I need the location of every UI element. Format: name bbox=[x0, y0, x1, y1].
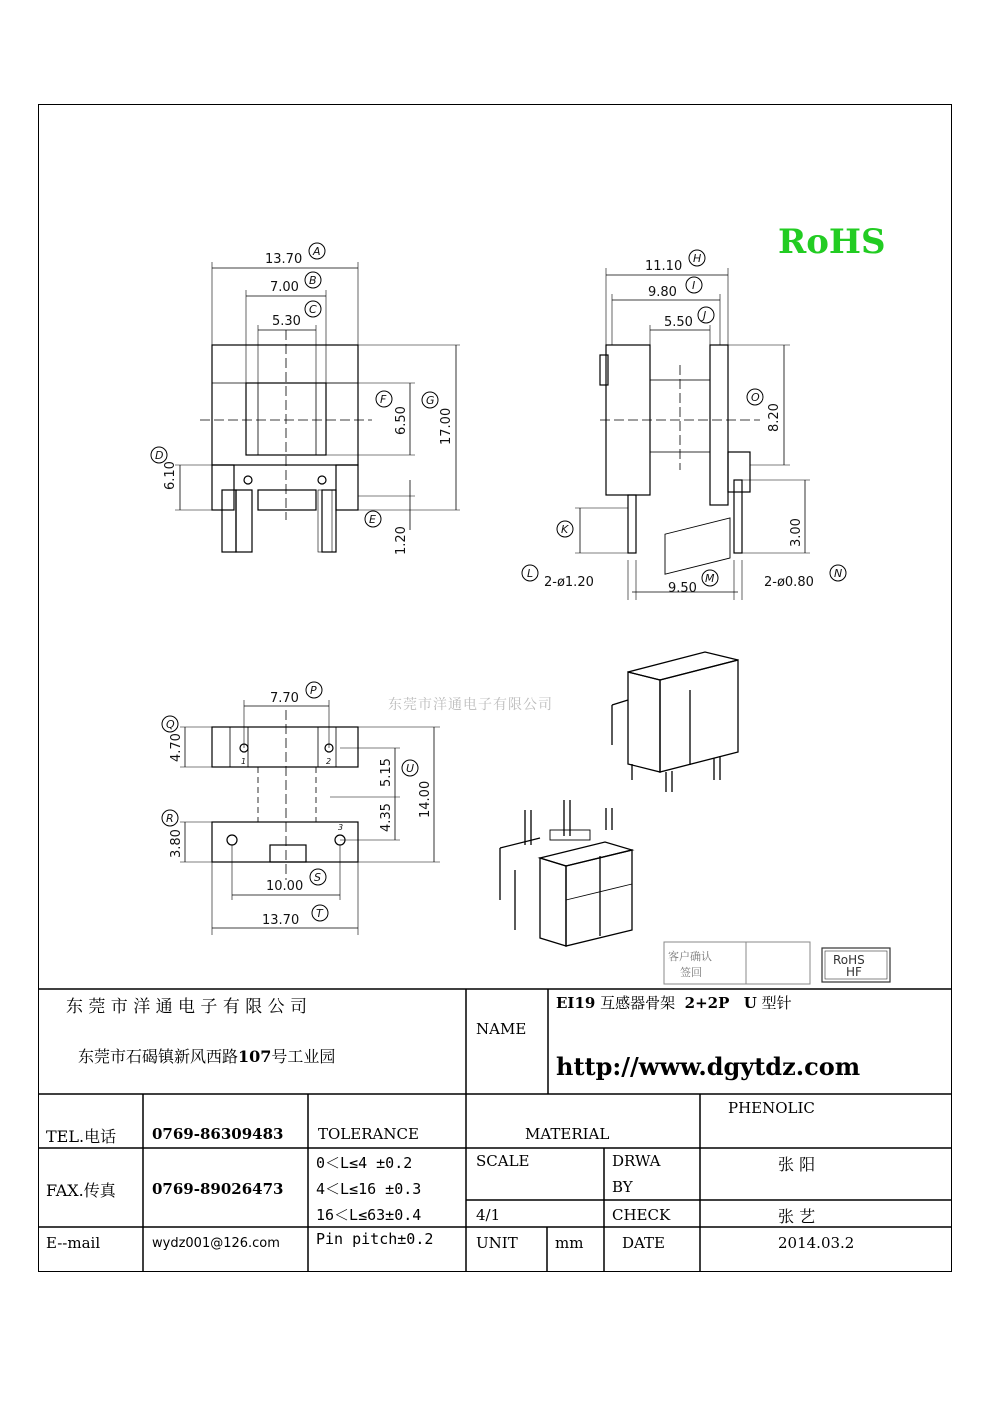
dim-H: 11.10 bbox=[645, 259, 683, 274]
callout-J: J bbox=[703, 309, 707, 322]
callout-E: E bbox=[369, 513, 376, 526]
product-type: 型针 bbox=[761, 994, 792, 1012]
callout-K: K bbox=[561, 523, 569, 536]
callout-M: M bbox=[705, 572, 715, 585]
stamp-rohs: RoHS bbox=[833, 953, 865, 967]
dim-O: 8.20 bbox=[767, 403, 782, 432]
address-prefix: 东莞市石碣镇新风西路 bbox=[78, 1047, 239, 1066]
dim-P: 7.70 bbox=[270, 691, 299, 706]
dim-G: 17.00 bbox=[439, 407, 454, 445]
callout-H: H bbox=[693, 252, 702, 265]
name-label: NAME bbox=[476, 1020, 527, 1038]
callout-D: D bbox=[155, 449, 164, 462]
callout-T: T bbox=[316, 907, 323, 920]
stamp-hf: HF bbox=[846, 965, 862, 979]
callout-I: I bbox=[692, 279, 696, 292]
callout-G: G bbox=[426, 394, 435, 407]
pin-2: 2 bbox=[326, 757, 332, 766]
product-model: EI19 bbox=[556, 994, 596, 1012]
fax-label: FAX.传真 bbox=[46, 1181, 116, 1200]
callout-S: S bbox=[314, 871, 321, 884]
callout-F: F bbox=[380, 393, 387, 406]
dim-U3: 14.00 bbox=[418, 780, 433, 818]
dim-L: 2-ø1.20 bbox=[544, 575, 594, 590]
dim-R: 3.80 bbox=[169, 829, 184, 858]
callout-Q: Q bbox=[166, 718, 175, 731]
scale-value: 4/1 bbox=[476, 1206, 501, 1224]
dim-C: 5.30 bbox=[272, 314, 301, 329]
dim-I: 9.80 bbox=[648, 285, 677, 300]
dim-O2: 3.00 bbox=[789, 518, 804, 547]
tolerance-label: TOLERANCE bbox=[318, 1125, 419, 1143]
product-u: U bbox=[743, 994, 757, 1012]
product-pins: 2+2P bbox=[684, 994, 730, 1012]
callout-N: N bbox=[834, 567, 843, 580]
callout-C: C bbox=[309, 303, 317, 316]
dim-D: 6.10 bbox=[163, 461, 178, 490]
drawn-by-value: 张 阳 bbox=[778, 1155, 816, 1174]
tolerance-row-4: Pin pitch±0.2 bbox=[316, 1230, 434, 1248]
tel-value: 0769-86309483 bbox=[152, 1125, 284, 1143]
callout-A: A bbox=[313, 245, 321, 258]
address-number: 107 bbox=[238, 1047, 272, 1066]
product-desc: 互感器骨架 bbox=[600, 994, 676, 1012]
stamp-customer-1: 客户确认 bbox=[668, 950, 712, 963]
watermark: 东莞市洋通电子有限公司 bbox=[388, 697, 553, 713]
callout-L: L bbox=[527, 567, 534, 580]
tel-label: TEL.电话 bbox=[46, 1127, 117, 1146]
material-label: MATERIAL bbox=[525, 1125, 610, 1143]
material-value: PHENOLIC bbox=[728, 1099, 815, 1117]
check-value: 张 艺 bbox=[778, 1207, 816, 1226]
dim-B: 7.00 bbox=[270, 280, 299, 295]
dim-S: 10.00 bbox=[266, 879, 304, 894]
unit-label: UNIT bbox=[476, 1234, 518, 1252]
pin-1: 1 bbox=[241, 757, 247, 766]
company-address bbox=[78, 1044, 335, 1067]
pin-3: 3 bbox=[338, 823, 344, 832]
date-label: DATE bbox=[622, 1234, 665, 1252]
check-label: CHECK bbox=[612, 1206, 671, 1224]
dim-F: 6.50 bbox=[394, 406, 409, 435]
stamp-customer-2: 签回 bbox=[680, 966, 702, 979]
dim-U2: 4.35 bbox=[379, 803, 394, 832]
callout-R: R bbox=[166, 812, 174, 825]
scale-label: SCALE bbox=[476, 1152, 530, 1170]
dim-M: 9.50 bbox=[668, 581, 697, 596]
dim-U: 5.15 bbox=[379, 758, 394, 787]
fax-value: 0769-89026473 bbox=[152, 1180, 284, 1198]
callout-P: P bbox=[310, 684, 317, 697]
product-name bbox=[556, 992, 792, 1013]
drawn-by-label-2: BY bbox=[612, 1178, 633, 1196]
website-link[interactable]: http://www.dgytdz.com bbox=[556, 1052, 861, 1081]
rohs-mark: RoHS bbox=[778, 222, 886, 262]
callout-O: O bbox=[751, 391, 760, 404]
callout-B: B bbox=[309, 274, 317, 287]
email-value[interactable]: wydz001@126.com bbox=[152, 1236, 280, 1251]
company-name: 东 莞 市 洋 通 电 子 有 限 公 司 bbox=[66, 997, 308, 1017]
unit-value: mm bbox=[555, 1234, 584, 1252]
dim-E: 1.20 bbox=[394, 526, 409, 555]
dim-J: 5.50 bbox=[664, 315, 693, 330]
callout-U: U bbox=[406, 762, 415, 775]
date-value: 2014.03.2 bbox=[778, 1234, 855, 1252]
dim-Q: 4.70 bbox=[169, 733, 184, 762]
tolerance-row-3: 16＜L≤63±0.4 bbox=[316, 1206, 422, 1224]
drawn-by-label-1: DRWA bbox=[612, 1152, 661, 1170]
dim-T: 13.70 bbox=[262, 913, 300, 928]
address-suffix: 号工业园 bbox=[271, 1047, 336, 1066]
tolerance-row-1: 0＜L≤4 ±0.2 bbox=[316, 1154, 413, 1172]
dim-A: 13.70 bbox=[265, 252, 303, 267]
dim-N: 2-ø0.80 bbox=[764, 575, 814, 590]
email-label: E--mail bbox=[46, 1234, 101, 1252]
tolerance-row-2: 4＜L≤16 ±0.3 bbox=[316, 1180, 422, 1198]
